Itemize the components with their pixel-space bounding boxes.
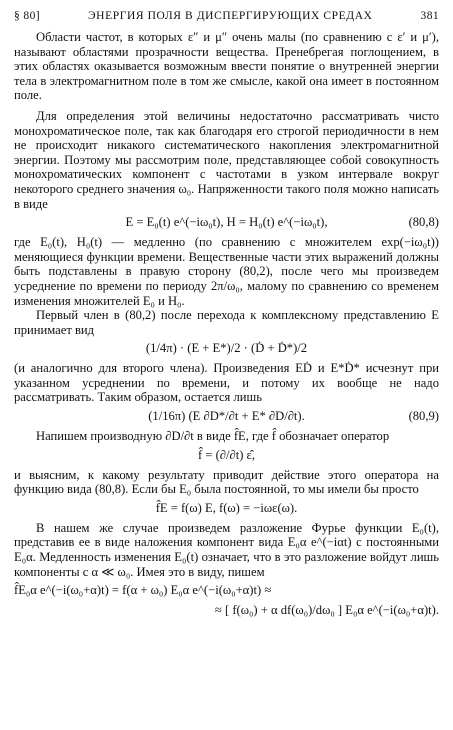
page-number: 381 [420, 10, 439, 22]
paragraph-transparency: Области частот, в которых ε″ и μ″ очень малы (по сравнению с ε′ и μ′), называют областями прозрачности вещества. Пренебрегая поглощением, в этих областях оказывается возможным ввести понятие о внутренней энергии тела в электромагнитном поле в том же смысле, какой она имеет в постоянном поле. [14, 30, 439, 103]
paragraph-averaging: (и аналогично для второго члена). Произведения EḊ и E*Ḋ* исчезнут при указанном усреднении по времени, и потому их вообще не надо рассматривать. Таким образом, остается лишь [14, 361, 439, 405]
equation-product-body: (1/4π) · (E + E*)/2 · (Ḋ + Ḋ*)/2 [145, 341, 308, 356]
paragraph-fourier: В нашем же случае произведем разложение Фурье функции E₀(t), представив ее в виде наложения компонент вида E₀α e^(−iαt) с постоянными E₀α. Медленность изменения E₀(t) означает, что в это разложение войдут лишь компоненты с α ≪ ω₀. Имея это в виду, пишем [14, 520, 439, 579]
paragraph-operator-action: и выясним, к какому результату приводит действие этого оператора на функцию вида (80,8). Если бы E₀ была постоянной, то мы имели бы просто [14, 467, 439, 497]
paragraph-quasi-monochromatic: Для определения этой величины недостаточно рассматривать чисто монохроматическое поле, так как благодаря его строгой периодичности в нем не происходит никакого систематического накопления электромагнитной энергии. Поэтому мы рассмотрим поле, представляющее собой совокупность монохроматических компонент с частотами в узком интервале вокруг некоторого среднего значения ω₀. Напряженности такого поля можно написать в виде [14, 108, 439, 211]
equation-constant-field [14, 501, 439, 517]
paragraph-derivative: Напишем производную ∂D/∂t в виде f̂E, где f̂ обозначает оператор [36, 429, 390, 444]
equation-expansion-line1 [14, 583, 439, 599]
running-title: ЭНЕРГИЯ ПОЛЯ В ДИСПЕРГИРУЮЩИХ СРЕДАХ [87, 10, 373, 22]
section-marker: § 80] [14, 10, 40, 22]
equation-80-8 [14, 215, 439, 231]
running-header [14, 10, 439, 22]
equation-expansion-line2 [14, 603, 439, 619]
equation-80-8-number: (80,8) [408, 215, 439, 230]
paragraph-slow-functions: где E₀(t), H₀(t) — медленно (по сравнению с множителем exp(−iω₀t)) меняющиеся функции времени. Вещественные части этих выражений должны быть подставлены в правую сторону (80,2), после чего мы произведем усреднение по времени по периоду 2π/ω₀, малому по сравнению со временем изменения множителей E₀ и H₀. [14, 235, 439, 308]
equation-80-8-body: E = E₀(t) e^(−iω₀t), H = H₀(t) e^(−iω₀t), [125, 215, 328, 230]
equation-expansion-line1-body: f̂E₀α e^(−i(ω₀+α)t) = f(α + ω₀) E₀α e^(−i(ω₀+α)t) ≈ [14, 583, 272, 598]
equation-80-9-body: (1/16π) (E ∂D*/∂t + E* ∂D/∂t). [148, 409, 305, 424]
equation-80-9-number: (80,9) [408, 409, 439, 424]
equation-80-9 [14, 409, 439, 425]
equation-expansion-line2-body: ≈ [ f(ω₀) + α df(ω₀)/dω₀ ] E₀α e^(−i(ω₀+α)t). [214, 603, 439, 618]
equation-operator [14, 448, 439, 464]
equation-operator-body: f̂ = (∂/∂t) ε̂, [197, 447, 255, 462]
text-body [14, 30, 439, 623]
equation-product [14, 341, 439, 357]
equation-constant-field-body: f̂E = f(ω) E, f(ω) = −iωε(ω). [155, 500, 298, 515]
paragraph-first-term: Первый член в (80,2) после перехода к комплексному представлению E принимает вид [14, 308, 439, 337]
